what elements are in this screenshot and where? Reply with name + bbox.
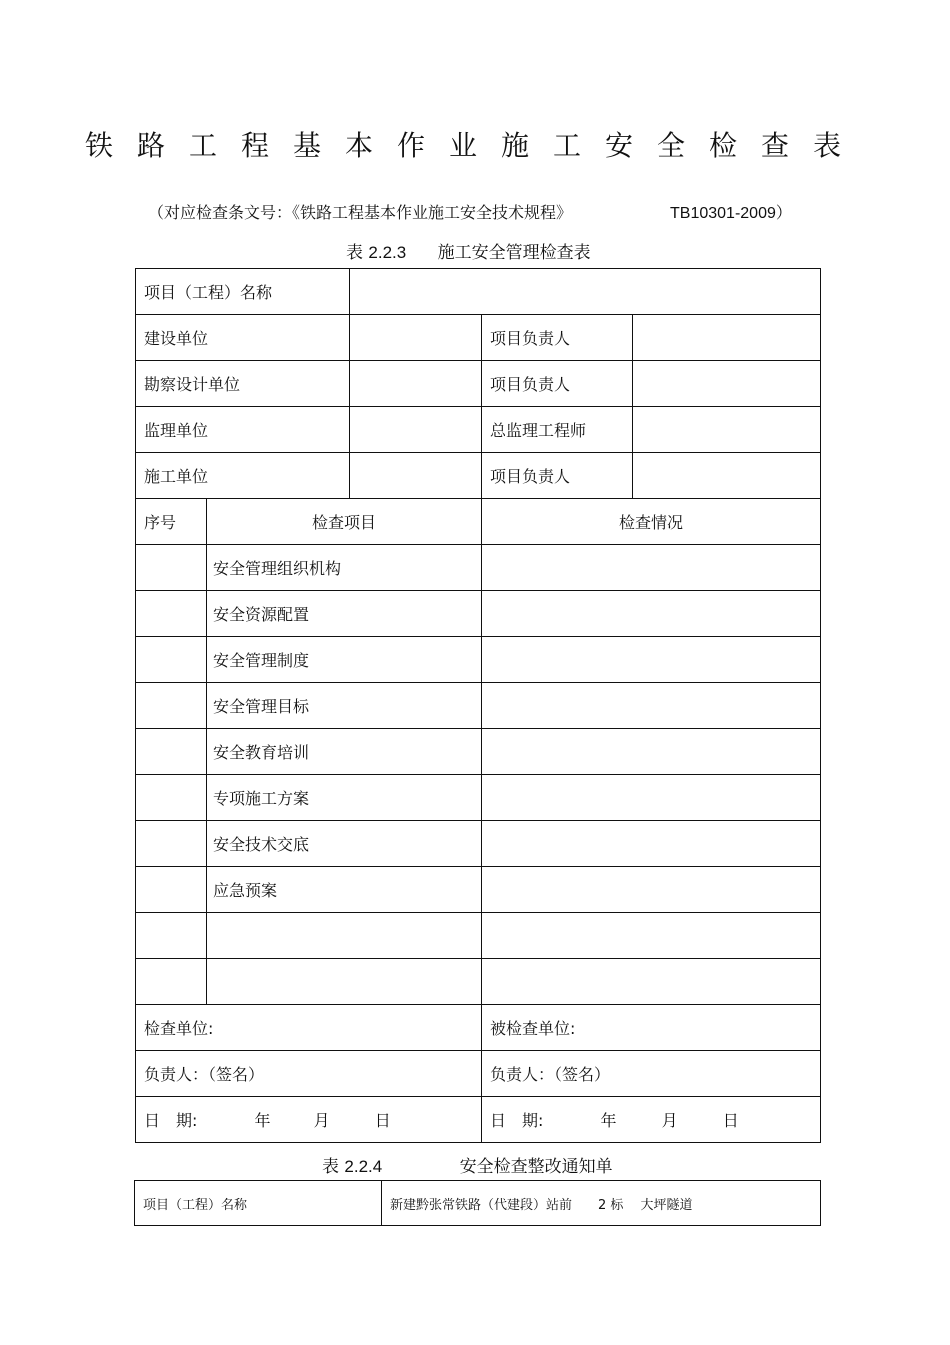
unit-field[interactable] bbox=[350, 315, 482, 361]
table-row bbox=[136, 637, 821, 683]
unit-label: 建设单位 bbox=[136, 315, 350, 361]
status-cell[interactable] bbox=[482, 821, 821, 867]
project-name-field[interactable] bbox=[350, 269, 821, 315]
table-row bbox=[136, 269, 821, 315]
project-name-label: 项目（工程）名称 bbox=[136, 269, 350, 315]
date-cell bbox=[136, 1097, 482, 1143]
table-row bbox=[136, 867, 821, 913]
day-label: 日 bbox=[722, 1111, 739, 1130]
table2-caption-prefix: 表 bbox=[322, 1157, 339, 1177]
table-row bbox=[135, 1181, 821, 1226]
table2-caption-number: 2.2.4 bbox=[344, 1157, 383, 1176]
status-cell[interactable] bbox=[482, 867, 821, 913]
role-label: 项目负责人 bbox=[482, 453, 633, 499]
table-row bbox=[136, 1051, 821, 1097]
subtitle bbox=[148, 200, 808, 223]
unit-field[interactable] bbox=[350, 407, 482, 453]
status-cell[interactable] bbox=[482, 913, 821, 959]
status-cell[interactable] bbox=[482, 545, 821, 591]
table1-caption bbox=[346, 238, 591, 263]
role-label: 总监理工程师 bbox=[482, 407, 633, 453]
table1-caption-prefix: 表 bbox=[346, 243, 363, 263]
project-name-label: 项目（工程）名称 bbox=[135, 1181, 382, 1226]
check-item: 安全技术交底 bbox=[207, 821, 482, 867]
header-seq: 序号 bbox=[136, 499, 207, 545]
table1-caption-number: 2.2.3 bbox=[368, 243, 407, 262]
seq-cell[interactable] bbox=[136, 775, 207, 821]
table-row bbox=[136, 591, 821, 637]
seq-cell[interactable] bbox=[136, 637, 207, 683]
subtitle-text: （对应检查条文号：《铁路工程基本作业施工安全技术规程》 bbox=[148, 203, 573, 222]
table-row bbox=[136, 729, 821, 775]
role-field[interactable] bbox=[633, 361, 821, 407]
unit-label: 勘察设计单位 bbox=[136, 361, 350, 407]
table-row bbox=[136, 407, 821, 453]
inspected-unit-label: 被检查单位: bbox=[482, 1005, 821, 1051]
unit-label: 监理单位 bbox=[136, 407, 350, 453]
table-row bbox=[136, 683, 821, 729]
page-title: 铁路工程基本作业施工安全检查表 bbox=[84, 129, 865, 162]
status-cell[interactable] bbox=[482, 591, 821, 637]
seq-cell[interactable] bbox=[136, 683, 207, 729]
table-row bbox=[136, 361, 821, 407]
table-row bbox=[136, 1097, 821, 1143]
responsible-signature-label: 负责人：（签名） bbox=[482, 1051, 821, 1097]
rectification-notice-table bbox=[134, 1180, 821, 1226]
table-row bbox=[136, 775, 821, 821]
table2-caption bbox=[322, 1152, 613, 1177]
status-cell[interactable] bbox=[482, 683, 821, 729]
seq-cell[interactable] bbox=[136, 729, 207, 775]
unit-field[interactable] bbox=[350, 361, 482, 407]
table-row bbox=[136, 913, 821, 959]
status-cell[interactable] bbox=[482, 637, 821, 683]
table-row bbox=[136, 821, 821, 867]
year-label: 年 bbox=[254, 1111, 271, 1130]
check-item: 安全资源配置 bbox=[207, 591, 482, 637]
check-item: 安全管理制度 bbox=[207, 637, 482, 683]
table2-caption-text: 安全检查整改通知单 bbox=[459, 1157, 613, 1177]
seq-cell[interactable] bbox=[136, 545, 207, 591]
day-label: 日 bbox=[374, 1111, 391, 1130]
role-field[interactable] bbox=[633, 407, 821, 453]
seq-cell[interactable] bbox=[136, 867, 207, 913]
seq-cell[interactable] bbox=[136, 913, 207, 959]
status-cell[interactable] bbox=[482, 959, 821, 1005]
role-field[interactable] bbox=[633, 453, 821, 499]
check-item: 安全教育培训 bbox=[207, 729, 482, 775]
check-item: 安全管理组织机构 bbox=[207, 545, 482, 591]
seq-cell[interactable] bbox=[136, 821, 207, 867]
standard-code: TB10301-2009） bbox=[670, 205, 792, 222]
role-label: 项目负责人 bbox=[482, 361, 633, 407]
seq-cell[interactable] bbox=[136, 959, 207, 1005]
table-row bbox=[136, 545, 821, 591]
date-cell bbox=[482, 1097, 821, 1143]
table-row bbox=[136, 959, 821, 1005]
header-item: 检查项目 bbox=[207, 499, 482, 545]
check-item: 应急预案 bbox=[207, 867, 482, 913]
table-row bbox=[136, 453, 821, 499]
project-name-value: 新建黔张常铁路（代建段）站前 2 标 大坪隧道 bbox=[382, 1181, 821, 1226]
check-item: 安全管理目标 bbox=[207, 683, 482, 729]
date-label: 日 期: bbox=[490, 1111, 544, 1130]
header-status: 检查情况 bbox=[482, 499, 821, 545]
responsible-signature-label: 负责人：（签名） bbox=[136, 1051, 482, 1097]
status-cell[interactable] bbox=[482, 775, 821, 821]
table-row bbox=[136, 1005, 821, 1051]
inspect-unit-label: 检查单位: bbox=[136, 1005, 482, 1051]
safety-management-check-table bbox=[135, 268, 821, 1143]
unit-label: 施工单位 bbox=[136, 453, 350, 499]
table-row bbox=[136, 315, 821, 361]
table-header-row bbox=[136, 499, 821, 545]
check-item[interactable] bbox=[207, 959, 482, 1005]
status-cell[interactable] bbox=[482, 729, 821, 775]
year-label: 年 bbox=[600, 1111, 617, 1130]
month-label: 月 bbox=[661, 1111, 678, 1130]
role-field[interactable] bbox=[633, 315, 821, 361]
check-item: 专项施工方案 bbox=[207, 775, 482, 821]
date-label: 日 期: bbox=[144, 1111, 198, 1130]
seq-cell[interactable] bbox=[136, 591, 207, 637]
check-item[interactable] bbox=[207, 913, 482, 959]
role-label: 项目负责人 bbox=[482, 315, 633, 361]
month-label: 月 bbox=[313, 1111, 330, 1130]
table1-caption-text: 施工安全管理检查表 bbox=[437, 243, 591, 263]
unit-field[interactable] bbox=[350, 453, 482, 499]
